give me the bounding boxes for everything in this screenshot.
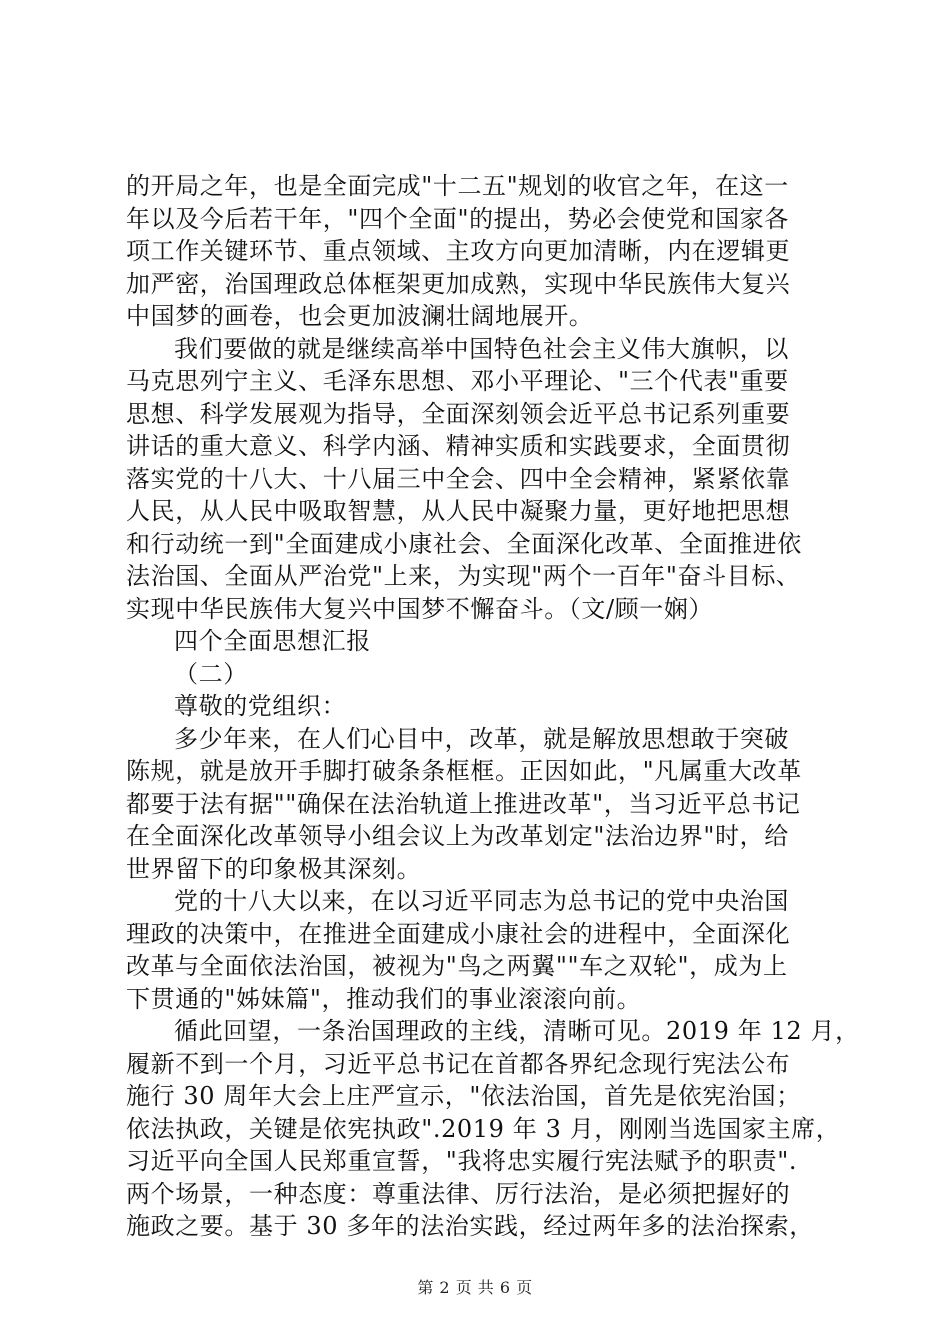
text-line: 和行动统一到"全面建成小康社会、全面深化改革、全面推进依 [126, 529, 802, 558]
text-line: 落实党的十八大、十八届三中全会、四中全会精神，紧紧依靠 [126, 464, 791, 493]
text-line: 思想、科学发展观为指导，全面深刻领会近平总书记系列重要 [126, 399, 791, 428]
text-line: 改革与全面依法治国，被视为"鸟之两翼""车之双轮"，成为上 [126, 952, 788, 980]
text-line: 的开局之年，也是全面完成"十二五"规划的收官之年，在这一 [126, 172, 789, 200]
text-line: 陈规，就是放开手脚打破条条框框。正因如此，"凡属重大改革 [126, 757, 802, 785]
salutation: 尊敬的党组织： [174, 692, 347, 720]
text-line: 施政之要。基于 30 多年的法治实践，经过两年多的法治探索， [126, 1212, 814, 1240]
paragraph-start-line: 党的十八大以来，在以习近平同志为总书记的党中央治国 [174, 887, 789, 915]
text-line: 马克思列宁主义、毛泽东思想、邓小平理论、"三个代表"重要 [126, 367, 789, 395]
paragraph-start-line: 循此回望，一条治国理政的主线，清晰可见。2019 年 12 月， [174, 1017, 860, 1045]
paragraph-start-line: 多少年来，在人们心目中，改革，就是解放思想敢于突破 [174, 724, 789, 753]
text-line: 实现中华民族伟大复兴中国梦不懈奋斗。（文/顾一娴） [126, 594, 714, 623]
page-footer: 第 2 页 共 6 页 [417, 1278, 533, 1297]
text-line: 人民，从人民中吸取智慧，从人民中凝聚力量，更好地把思想 [126, 497, 791, 525]
text-line: 项工作关键环节、重点领域、主攻方向更加清晰，内在逻辑更 [126, 237, 791, 265]
text-line: 都要于法有据""确保在法治轨道上推进改革"，当习近平总书记 [126, 789, 801, 818]
text-line: 下贯通的"姊妹篇"，推动我们的事业滚滚向前。 [126, 984, 642, 1013]
paragraph-start-line: 我们要做的就是继续高举中国特色社会主义伟大旗帜，以 [174, 334, 789, 363]
text-line: 年以及今后若干年，"四个全面"的提出，势必会使党和国家各 [126, 204, 789, 233]
text-line: 施行 30 周年大会上庄严宣示，"依法治国，首先是依宪治国； [126, 1082, 801, 1110]
text-line: 世界留下的印象极其深刻。 [126, 854, 422, 883]
text-line: 法治国、全面从严治党"上来，为实现"两个一百年"奋斗目标、 [126, 562, 801, 590]
text-line: 中国梦的画卷，也会更加波澜壮阔地展开。 [126, 302, 594, 330]
text-line: 习近平向全国人民郑重宣誓，"我将忠实履行宪法赋予的职责". [126, 1147, 798, 1175]
text-line: 履新不到一个月，习近平总书记在首都各界纪念现行宪法公布 [126, 1049, 791, 1078]
section-number: （二） [174, 659, 248, 688]
text-line: 依法执政，关键是依宪执政".2019 年 3 月，刚刚当选国家主席， [126, 1114, 841, 1143]
text-line: 理政的决策中，在推进全面建成小康社会的进程中，全面深化 [126, 919, 791, 948]
text-line: 讲话的重大意义、科学内涵、精神实质和实践要求，全面贯彻 [126, 432, 791, 460]
section-title: 四个全面思想汇报 [174, 627, 371, 655]
text-line: 加严密，治国理政总体框架更加成熟，实现中华民族伟大复兴 [126, 269, 791, 298]
body-text [126, 170, 860, 1243]
text-line: 在全面深化改革领导小组会议上为改革划定"法治边界"时，给 [126, 822, 789, 850]
text-line: 两个场景，一种态度：尊重法律、厉行法治，是必须把握好的 [126, 1179, 791, 1208]
